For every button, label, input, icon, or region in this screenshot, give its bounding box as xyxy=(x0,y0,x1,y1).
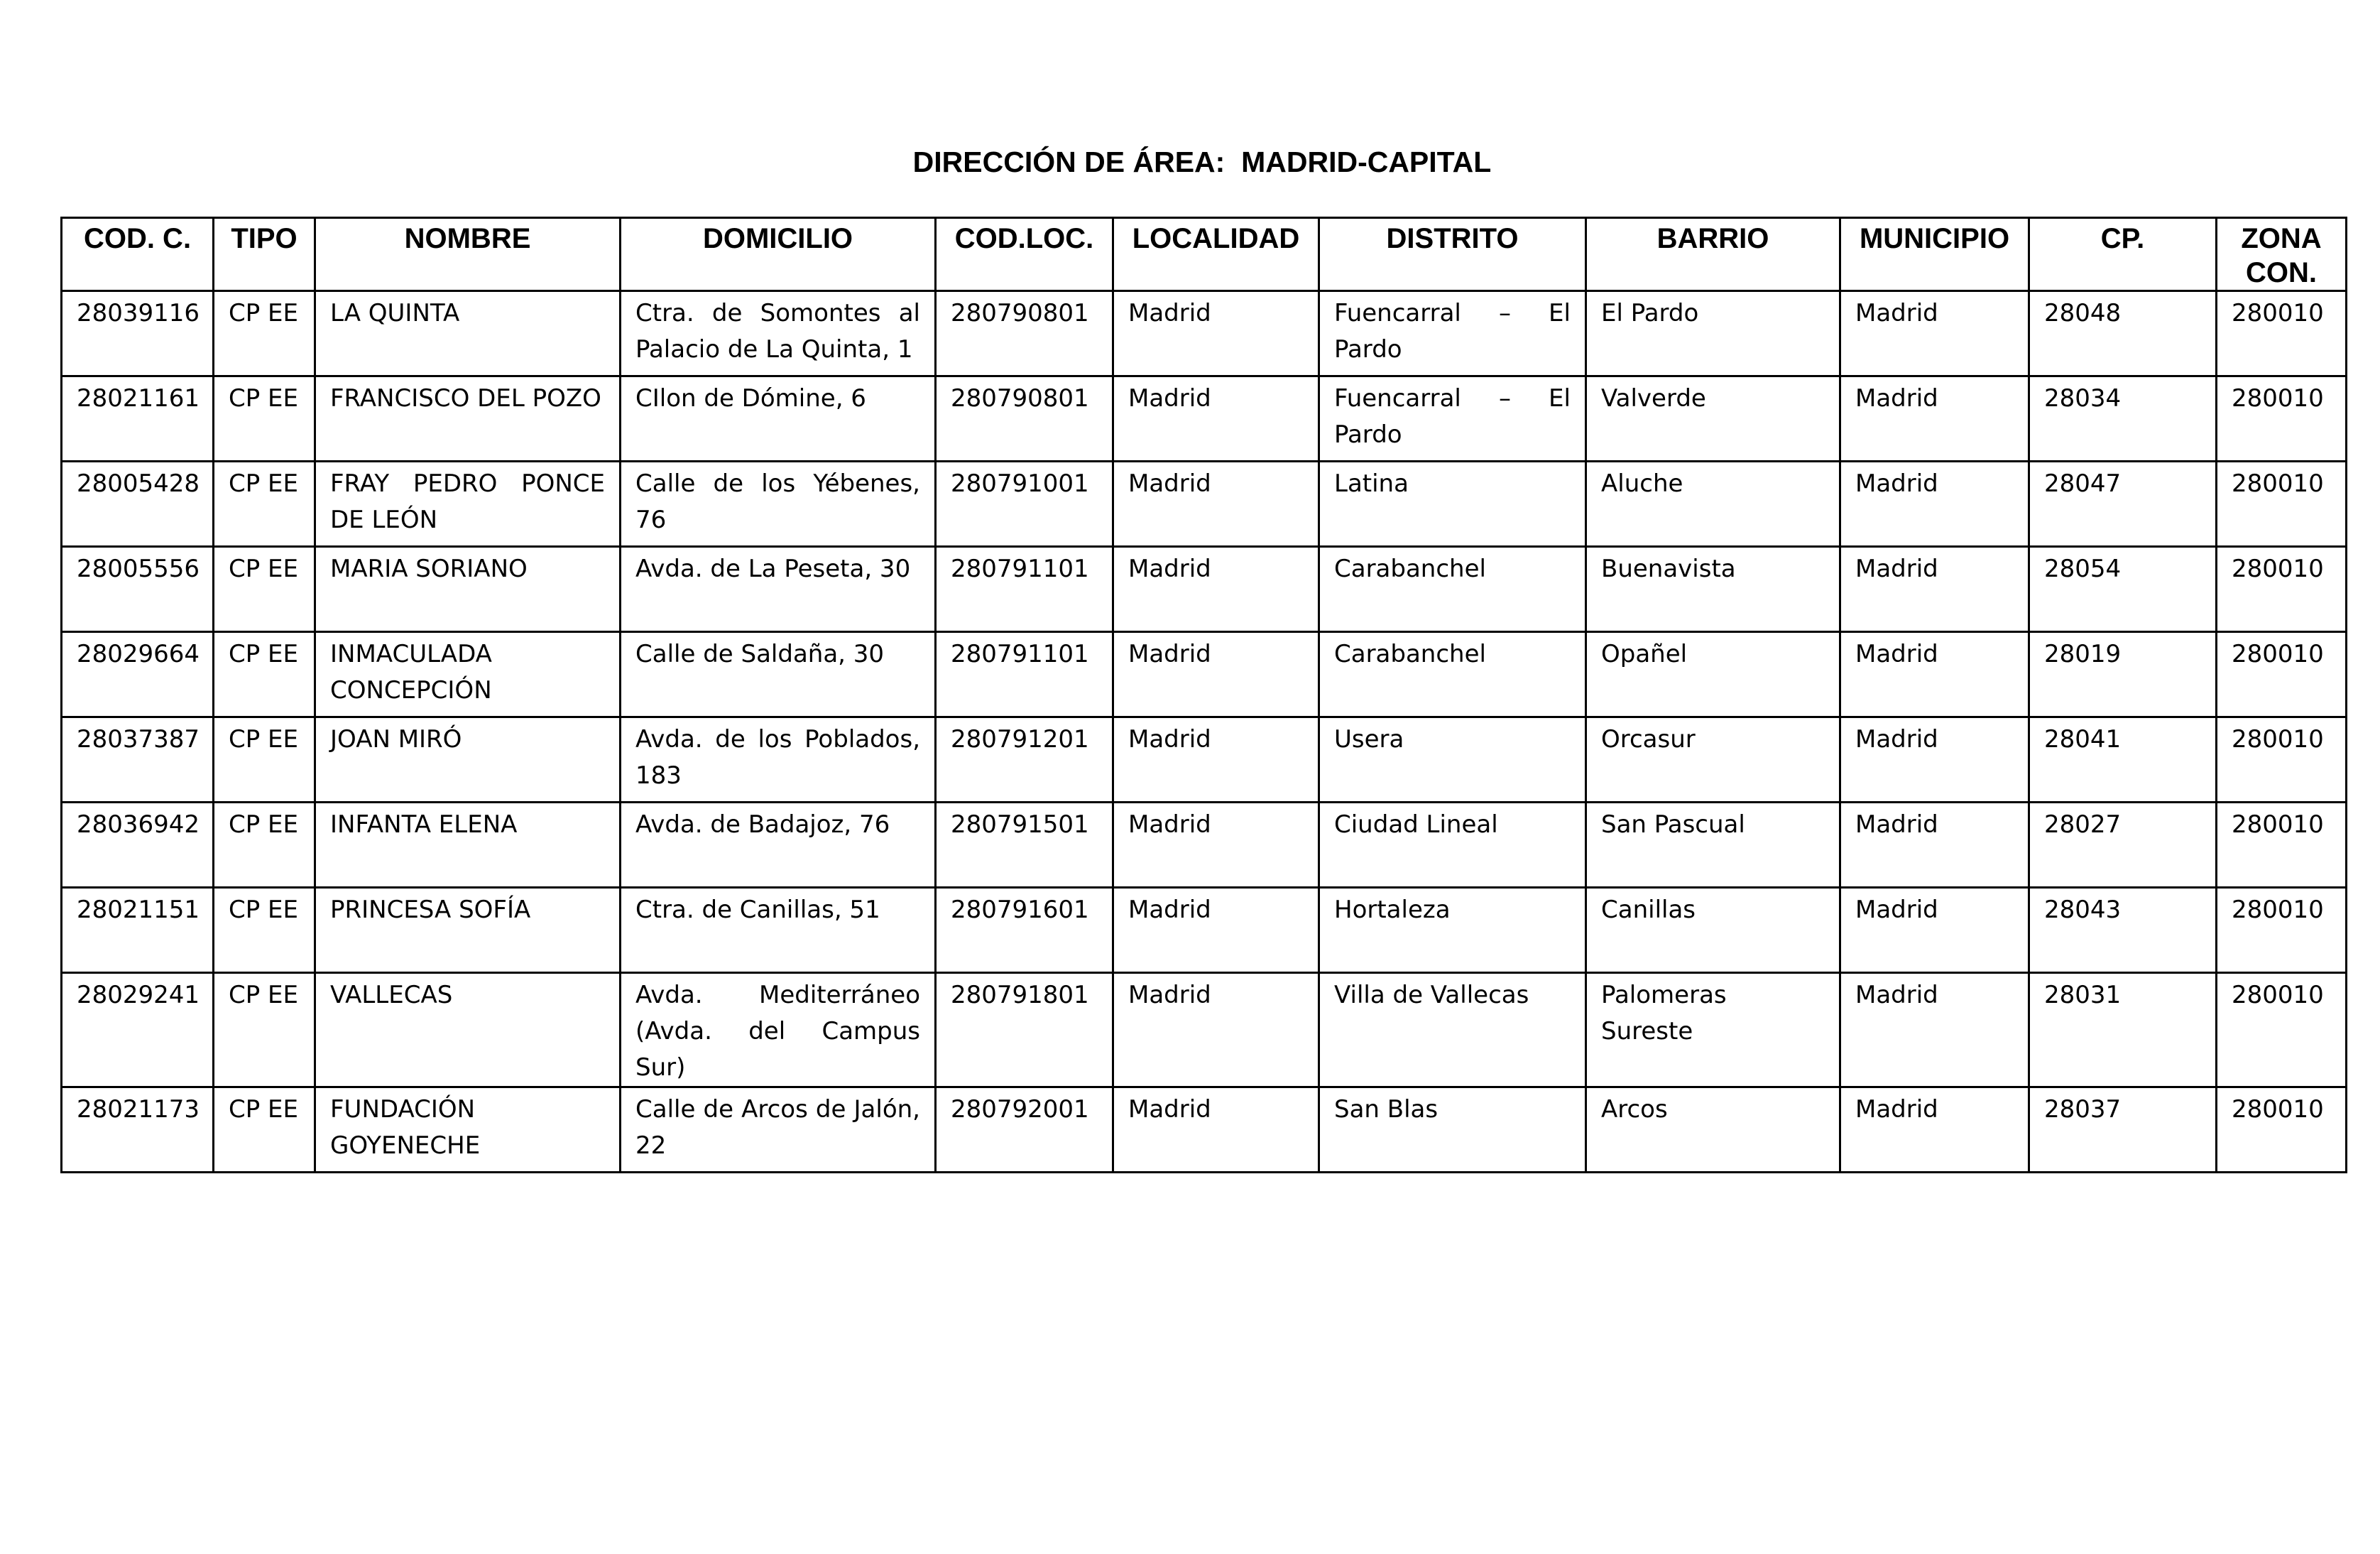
cell-distrito: Usera xyxy=(1319,717,1586,803)
cell-distrito: Fuencarral – El Pardo xyxy=(1319,376,1586,462)
cell-municipio: Madrid xyxy=(1840,888,2029,973)
cell-domicilio: Calle de Saldaña, 30 xyxy=(621,632,936,717)
cell-nombre: PRINCESA SOFÍA xyxy=(315,888,621,973)
cell-cp: 28027 xyxy=(2029,803,2217,888)
cell-cp: 28041 xyxy=(2029,717,2217,803)
cell-tipo: CP EE xyxy=(214,1087,315,1173)
cell-cp: 28043 xyxy=(2029,888,2217,973)
cell-cod-loc: 280791501 xyxy=(936,803,1113,888)
cell-zona-con: 280010 xyxy=(2217,291,2347,376)
cell-cp: 28019 xyxy=(2029,632,2217,717)
cell-localidad: Madrid xyxy=(1113,888,1319,973)
cell-cod-c: 28029241 xyxy=(62,973,214,1087)
cell-nombre: MARIA SORIANO xyxy=(315,547,621,632)
cell-barrio: Palomeras Sureste xyxy=(1586,973,1840,1087)
cell-zona-con: 280010 xyxy=(2217,1087,2347,1173)
cell-zona-con: 280010 xyxy=(2217,888,2347,973)
cell-cod-c: 28021151 xyxy=(62,888,214,973)
header-zona-con: ZONA CON. xyxy=(2217,218,2347,291)
table-row xyxy=(62,973,2347,1087)
header-barrio: BARRIO xyxy=(1586,218,1840,291)
table-row xyxy=(62,632,2347,717)
cell-cod-loc: 280791001 xyxy=(936,462,1113,547)
cell-domicilio: Ctra. de Somontes al Palacio de La Quinta, 1 xyxy=(621,291,936,376)
header-localidad: LOCALIDAD xyxy=(1113,218,1319,291)
cell-municipio: Madrid xyxy=(1840,717,2029,803)
cell-cod-c: 28036942 xyxy=(62,803,214,888)
cell-domicilio: Avda. de los Poblados, 183 xyxy=(621,717,936,803)
cell-tipo: CP EE xyxy=(214,376,315,462)
cell-distrito: San Blas xyxy=(1319,1087,1586,1173)
cell-municipio: Madrid xyxy=(1840,1087,2029,1173)
cell-cod-c: 28005428 xyxy=(62,462,214,547)
cell-cod-loc: 280790801 xyxy=(936,291,1113,376)
header-municipio: MUNICIPIO xyxy=(1840,218,2029,291)
header-cod-loc: COD.LOC. xyxy=(936,218,1113,291)
cell-cod-loc: 280791601 xyxy=(936,888,1113,973)
header-domicilio: DOMICILIO xyxy=(621,218,936,291)
cell-nombre: LA QUINTA xyxy=(315,291,621,376)
cell-barrio: Arcos xyxy=(1586,1087,1840,1173)
cell-barrio: Opañel xyxy=(1586,632,1840,717)
cell-distrito: Carabanchel xyxy=(1319,547,1586,632)
cell-barrio: Buenavista xyxy=(1586,547,1840,632)
cell-cp: 28034 xyxy=(2029,376,2217,462)
cell-localidad: Madrid xyxy=(1113,547,1319,632)
cell-zona-con: 280010 xyxy=(2217,376,2347,462)
cell-cp: 28054 xyxy=(2029,547,2217,632)
cell-localidad: Madrid xyxy=(1113,632,1319,717)
table-row xyxy=(62,376,2347,462)
cell-barrio: Orcasur xyxy=(1586,717,1840,803)
table-row xyxy=(62,717,2347,803)
cell-distrito: Villa de Vallecas xyxy=(1319,973,1586,1087)
cell-nombre: INMACULADA CONCEPCIÓN xyxy=(315,632,621,717)
cell-barrio: Aluche xyxy=(1586,462,1840,547)
cell-cp: 28037 xyxy=(2029,1087,2217,1173)
cell-distrito: Ciudad Lineal xyxy=(1319,803,1586,888)
schools-table xyxy=(60,217,2347,1173)
cell-cod-c: 28029664 xyxy=(62,632,214,717)
table-row xyxy=(62,547,2347,632)
cell-tipo: CP EE xyxy=(214,462,315,547)
cell-tipo: CP EE xyxy=(214,888,315,973)
cell-cod-c: 28021173 xyxy=(62,1087,214,1173)
cell-barrio: San Pascual xyxy=(1586,803,1840,888)
cell-municipio: Madrid xyxy=(1840,803,2029,888)
cell-domicilio: Ctra. de Canillas, 51 xyxy=(621,888,936,973)
cell-domicilio: Avda. de Badajoz, 76 xyxy=(621,803,936,888)
cell-distrito: Fuencarral – El Pardo xyxy=(1319,291,1586,376)
page-title: DIRECCIÓN DE ÁREA: MADRID-CAPITAL xyxy=(912,146,1492,178)
cell-distrito: Latina xyxy=(1319,462,1586,547)
cell-cod-loc: 280791801 xyxy=(936,973,1113,1087)
cell-distrito: Hortaleza xyxy=(1319,888,1586,973)
cell-zona-con: 280010 xyxy=(2217,803,2347,888)
cell-cp: 28047 xyxy=(2029,462,2217,547)
cell-cod-loc: 280791101 xyxy=(936,632,1113,717)
cell-tipo: CP EE xyxy=(214,291,315,376)
table-row xyxy=(62,1087,2347,1173)
cell-cod-c: 28005556 xyxy=(62,547,214,632)
cell-localidad: Madrid xyxy=(1113,1087,1319,1173)
cell-tipo: CP EE xyxy=(214,803,315,888)
cell-municipio: Madrid xyxy=(1840,462,2029,547)
cell-localidad: Madrid xyxy=(1113,291,1319,376)
cell-zona-con: 280010 xyxy=(2217,632,2347,717)
cell-municipio: Madrid xyxy=(1840,547,2029,632)
cell-barrio: El Pardo xyxy=(1586,291,1840,376)
header-tipo: TIPO xyxy=(214,218,315,291)
cell-nombre: VALLECAS xyxy=(315,973,621,1087)
cell-localidad: Madrid xyxy=(1113,376,1319,462)
cell-cod-c: 28037387 xyxy=(62,717,214,803)
cell-domicilio: Avda. Mediterráneo (Avda. del Campus Sur) xyxy=(621,973,936,1087)
cell-nombre: FRANCISCO DEL POZO xyxy=(315,376,621,462)
cell-zona-con: 280010 xyxy=(2217,973,2347,1087)
cell-tipo: CP EE xyxy=(214,717,315,803)
cell-cod-c: 28021161 xyxy=(62,376,214,462)
cell-distrito: Carabanchel xyxy=(1319,632,1586,717)
table-row xyxy=(62,803,2347,888)
cell-tipo: CP EE xyxy=(214,973,315,1087)
cell-domicilio: Calle de Arcos de Jalón, 22 xyxy=(621,1087,936,1173)
cell-cod-loc: 280791101 xyxy=(936,547,1113,632)
cell-cod-c: 28039116 xyxy=(62,291,214,376)
cell-nombre: FUNDACIÓN GOYENECHE xyxy=(315,1087,621,1173)
header-nombre: NOMBRE xyxy=(315,218,621,291)
cell-localidad: Madrid xyxy=(1113,462,1319,547)
cell-cod-loc: 280791201 xyxy=(936,717,1113,803)
cell-municipio: Madrid xyxy=(1840,376,2029,462)
cell-zona-con: 280010 xyxy=(2217,717,2347,803)
cell-domicilio: Avda. de La Peseta, 30 xyxy=(621,547,936,632)
cell-localidad: Madrid xyxy=(1113,803,1319,888)
cell-nombre: INFANTA ELENA xyxy=(315,803,621,888)
cell-cp: 28048 xyxy=(2029,291,2217,376)
table-row xyxy=(62,888,2347,973)
cell-localidad: Madrid xyxy=(1113,717,1319,803)
cell-barrio: Canillas xyxy=(1586,888,1840,973)
cell-tipo: CP EE xyxy=(214,547,315,632)
cell-municipio: Madrid xyxy=(1840,291,2029,376)
cell-zona-con: 280010 xyxy=(2217,462,2347,547)
cell-nombre: JOAN MIRÓ xyxy=(315,717,621,803)
cell-municipio: Madrid xyxy=(1840,632,2029,717)
cell-municipio: Madrid xyxy=(1840,973,2029,1087)
cell-cp: 28031 xyxy=(2029,973,2217,1087)
header-cod-c: COD. C. xyxy=(62,218,214,291)
cell-nombre: FRAY PEDRO PONCE DE LEÓN xyxy=(315,462,621,547)
table-row xyxy=(62,462,2347,547)
cell-localidad: Madrid xyxy=(1113,973,1319,1087)
header-cp: CP. xyxy=(2029,218,2217,291)
cell-domicilio: Calle de los Yébenes, 76 xyxy=(621,462,936,547)
cell-barrio: Valverde xyxy=(1586,376,1840,462)
cell-tipo: CP EE xyxy=(214,632,315,717)
table-header-row xyxy=(62,218,2347,291)
cell-cod-loc: 280792001 xyxy=(936,1087,1113,1173)
cell-domicilio: CIlon de Dómine, 6 xyxy=(621,376,936,462)
cell-zona-con: 280010 xyxy=(2217,547,2347,632)
table-row xyxy=(62,291,2347,376)
header-distrito: DISTRITO xyxy=(1319,218,1586,291)
cell-cod-loc: 280790801 xyxy=(936,376,1113,462)
